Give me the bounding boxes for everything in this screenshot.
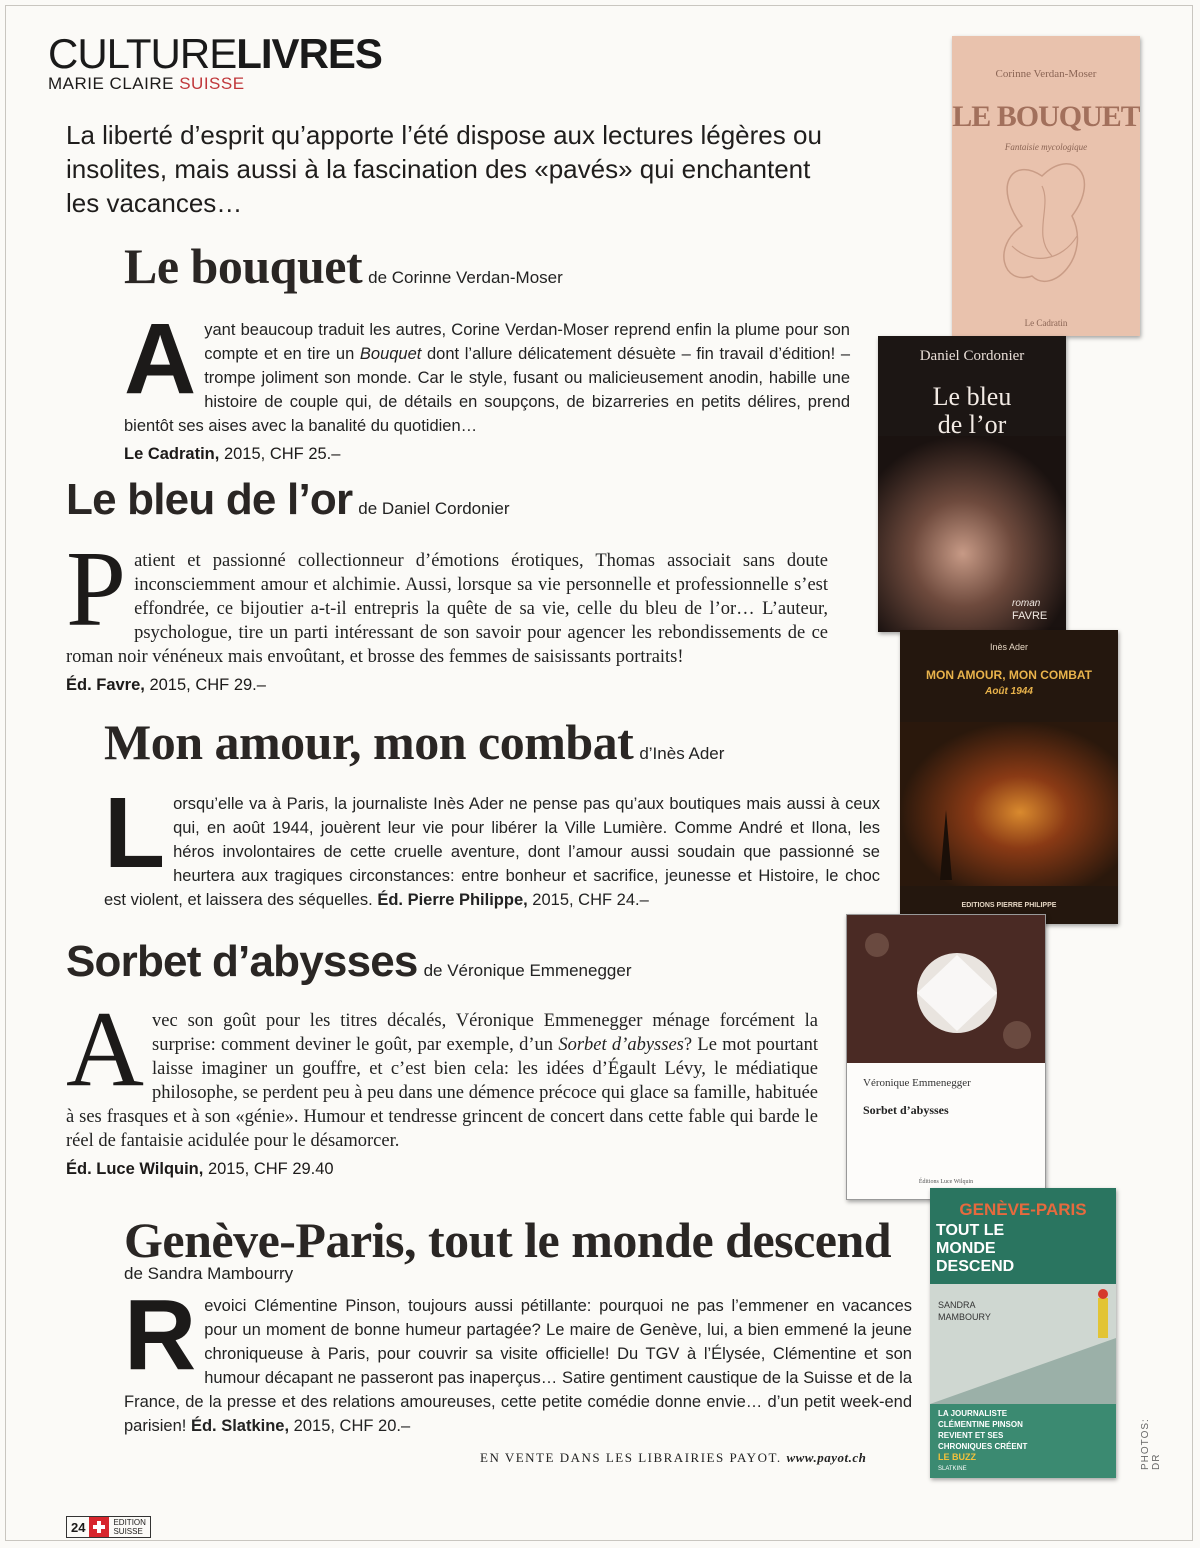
- article-mon-amour-mon-combat: [104, 716, 880, 912]
- article-body: [66, 990, 819, 1153]
- body-italic: Sorbet d’abysses: [558, 1035, 684, 1055]
- publication-info: [66, 673, 828, 697]
- edition-label: SUISSE: [179, 74, 245, 93]
- cover-publisher: SLATKINE: [938, 1466, 967, 1472]
- article-title: Genève-Paris, tout le monde descend: [124, 1212, 892, 1268]
- photo-credit: PHOTOS: DR: [1140, 1418, 1162, 1470]
- body-italic: Bouquet: [359, 345, 422, 363]
- edition-line1: EDITION: [113, 1518, 146, 1527]
- cover-author: Corinne Verdan-Moser: [995, 68, 1097, 80]
- swiss-cross-icon: [89, 1517, 109, 1537]
- pub-details: 2015, CHF 20.–: [289, 1417, 411, 1435]
- byline: d’Inès Ader: [639, 744, 725, 763]
- dropcap: L: [104, 777, 166, 889]
- cover-publisher: FAVRE: [1012, 610, 1048, 622]
- cover-sorbet-dabysses: [846, 914, 1046, 1200]
- edition-line2: SUISSE: [113, 1527, 143, 1536]
- cover-title: LE BOUQUET: [952, 100, 1140, 133]
- cover-title-line2: TOUT LE: [936, 1222, 1005, 1239]
- byline: de Corinne Verdan-Moser: [368, 268, 563, 287]
- cover-subtitle: Fantaisie mycologique: [1004, 142, 1088, 152]
- byline: de Daniel Cordonier: [358, 499, 510, 518]
- body-text-end: ? Le mot pourtant laisse imaginer un gouffre, et c’est bien cela: les idées d’Égault Lévy, le médiatique philosophe, se perdent peu à peu dans une démence précoce qui glace sa famille, habituée à ses frasques et à son «génie». Humour et tendresse grincent de concert dans cette fable qui barde le réel de fantaisie acidulée pour le désamorcer.: [66, 1035, 819, 1151]
- cover-title: MON AMOUR, MON COMBAT: [926, 668, 1092, 682]
- cover-illustration: [952, 36, 1140, 336]
- body-text: yant beaucoup traduit les autres, Corine Verdan-Moser reprend enfin la plume pour son compte et en tire un: [204, 321, 850, 363]
- body-text: vec son goût pour les titres décalés, Véronique Emmenegger ménage forcément la surprise: comment deviner le goût, par exemple, d’un: [152, 1011, 818, 1055]
- title-text: Sorbet d’abysses: [66, 937, 418, 986]
- cover-publisher: Le Cadratin: [1024, 318, 1068, 328]
- footer-note: [480, 1450, 866, 1466]
- publisher: Éd. Slatkine,: [190, 1417, 290, 1435]
- cover-le-bleu-de-lor: [878, 336, 1066, 632]
- title-text: Le bouquet: [124, 238, 363, 294]
- article-geneve-paris: [124, 1214, 912, 1438]
- publication-info: [124, 442, 850, 466]
- section-title-light: CULTURE: [48, 30, 237, 77]
- cover-title: Sorbet d’abysses: [863, 1103, 949, 1117]
- intro-text: La liberté d’esprit qu’apporte l’été dispose aux lectures légères ou insolites, mais aussi à la fascination des «pavés» qui enchantent les vacances…: [66, 120, 822, 218]
- section-header: [48, 30, 382, 94]
- cover-author: Véronique Emmenegger: [863, 1077, 971, 1089]
- cover-subtitle: Août 1944: [985, 686, 1033, 697]
- footer-url[interactable]: www.payot.ch: [786, 1450, 867, 1465]
- pub-details: 2015, CHF 29.40: [203, 1160, 334, 1178]
- article-title: [66, 936, 818, 997]
- publisher: Éd. Favre,: [66, 676, 145, 694]
- dropcap: R: [124, 1279, 197, 1391]
- article-title: [124, 240, 850, 304]
- dropcap: A: [124, 303, 197, 415]
- title-text: Le bleu de l’or: [66, 475, 353, 524]
- cover-publisher: Éditions Luce Wilquin: [918, 1179, 974, 1185]
- article-title: [66, 474, 828, 535]
- article-body: [124, 303, 850, 438]
- article-le-bleu-de-lor: [66, 474, 828, 697]
- cover-author-line1: SANDRA: [938, 1300, 976, 1310]
- cover-blurb: LA JOURNALISTE CLÉMENTINE PINSON REVIENT ET SES CHRONIQUES CRÉENT: [938, 1409, 1028, 1451]
- cover-photo: [847, 915, 1045, 1063]
- cover-buzz: LE BUZZ: [938, 1452, 976, 1462]
- dropcap: P: [66, 530, 127, 649]
- publication-info: [66, 1157, 818, 1181]
- publisher: Éd. Pierre Philippe,: [377, 891, 528, 909]
- publisher: Éd. Luce Wilquin,: [66, 1160, 204, 1178]
- cover-mon-amour-mon-combat: [900, 630, 1118, 924]
- article-body: [66, 530, 828, 669]
- footer-text: EN VENTE DANS LES LIBRAIRIES PAYOT.: [480, 1450, 782, 1465]
- byline: de Sandra Mambourry: [124, 1264, 294, 1283]
- article-sorbet-dabysses: [66, 936, 818, 1181]
- article-le-bouquet: [124, 240, 850, 466]
- pub-details: 2015, CHF 25.–: [219, 445, 341, 463]
- body-text: orsqu’elle va à Paris, la journaliste Inès Ader ne pense pas qu’aux boutiques mais aussi à ceux qui, en août 1944, jouèrent leur vie pour libérer la Ville Lumière. Comme André et Ilona, les héros involontaires de cette cruelle aventure, dont l’amour aussi soudain que passionné se heurtera aux tragiques circonstances: entre bonheur et sacrifice, jeunesse et Histoire, le choc est violent, et laissera des séquelles.: [104, 795, 880, 909]
- body-text: atient et passionné collectionneur d’émotions érotiques, Thomas associait sans doute inconsciemment amour et alchimie. Aussi, lorsque sa vie personnelle et professionnelle s’est effondrée, ce bijoutier a-t-il entrepris la quête de sa vie, celle du bleu de l’or… L’auteur, psychologue, tire un parti intéressant de son savoir pour agencer les rebondissements de ce roman noir vénéneux mais envoûtant, et brosse des femmes de saisissants portraits!: [66, 551, 828, 667]
- cover-author: Inès Ader: [989, 642, 1029, 652]
- dropcap: A: [66, 990, 144, 1109]
- magazine-label: MARIE CLAIRE: [48, 74, 174, 93]
- pub-details: 2015, CHF 24.–: [527, 891, 649, 909]
- section-title-bold: LIVRES: [236, 30, 382, 77]
- article-title: [104, 716, 880, 780]
- cover-title-line1: GENÈVE-PARIS: [959, 1200, 1087, 1219]
- edition-badge: [109, 1518, 149, 1536]
- body-text: evoici Clémentine Pinson, toujours aussi pétillante: pourquoi ne pas l’emmener en vacances pour un moment de bonne humeur partagée? Le maire de Genève, lui, a bien emmené la jeune chroniqueuse à Paris, pour couvrir sa visite officielle! Du TGV à l’Élysée, Clémentine et son humour décapant ne passeront pas inaperçus… Satire gentiment caustique de la Suisse et de la France, de la presse et des relations amoureuses, cette petite comédie donne envie… d’un petit week-end parisien!: [124, 1297, 912, 1435]
- magazine-name: [48, 74, 382, 94]
- cover-title-line3: MONDE: [936, 1240, 996, 1257]
- article-body: [124, 1279, 912, 1438]
- page-number: 24: [71, 1519, 86, 1535]
- title-text: Mon amour, mon combat: [104, 714, 634, 770]
- cover-title-line2: de l’or: [937, 410, 1007, 439]
- cover-title-line4: DESCEND: [936, 1258, 1015, 1275]
- publisher: Le Cadratin,: [124, 445, 220, 463]
- cover-genre: roman: [1012, 598, 1041, 609]
- section-title: [48, 30, 382, 77]
- cover-geneve-paris: [930, 1188, 1116, 1478]
- cover-photo: [878, 336, 1066, 632]
- page-number-badge: [66, 1516, 151, 1538]
- cover-author-line2: MAMBOURY: [938, 1312, 991, 1322]
- cover-le-bouquet: [952, 36, 1140, 336]
- article-body: [104, 777, 880, 912]
- body-text-end: dont l’allure délicatement désuète – fin travail d’édition! – trompe joliment son monde. Car le style, fusant ou malicieusement anodin, habille une histoire de couple qui, de détails en soupçons, de bizarreries en petits délires, prend bientôt ses aises avec la banalité du quotidien…: [124, 345, 850, 435]
- cover-author: Daniel Cordonier: [919, 348, 1025, 364]
- cover-publisher: EDITIONS PIERRE PHILIPPE: [961, 902, 1057, 909]
- cover-title-line1: Le bleu: [932, 382, 1012, 411]
- byline: de Véronique Emmenegger: [423, 961, 632, 980]
- pub-details: 2015, CHF 29.–: [144, 676, 266, 694]
